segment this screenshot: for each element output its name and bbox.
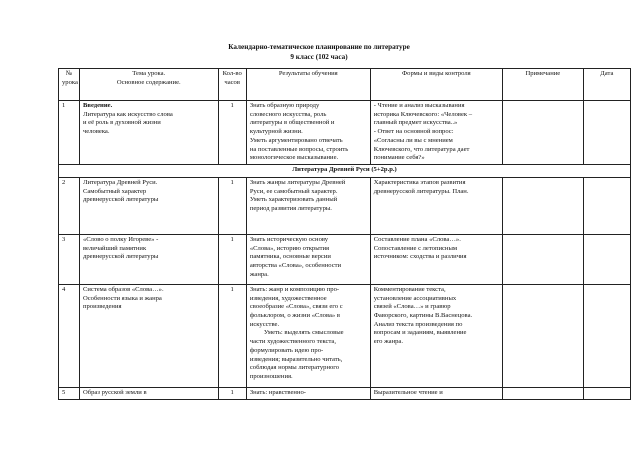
results-line: своеобразие «Слова», связи его с	[249, 303, 343, 311]
cell-note	[502, 387, 583, 399]
header-hours: Кол-во часов	[218, 69, 246, 101]
forms-line: Комментирование текста,	[373, 285, 446, 293]
results-line: Уметь аргументировано отвечать	[249, 136, 343, 144]
results-line: словесного искусства, роль	[249, 110, 327, 118]
cell-results	[246, 387, 370, 399]
cell-results	[246, 234, 370, 284]
table-header-row	[59, 69, 631, 101]
cell-results	[246, 284, 370, 387]
cell-date	[583, 177, 630, 234]
topic-line: человека.	[82, 128, 110, 136]
forms-line: Выразительное чтение и	[373, 388, 443, 396]
topic-line: Литература как искусство слова	[82, 110, 173, 118]
forms-line: Сопоставление с летописным	[373, 244, 458, 252]
topic-line: Самобытный характер	[82, 187, 147, 195]
header-results: Результаты обучения	[246, 69, 370, 101]
forms-line: - Чтение и анализ высказывания	[373, 102, 465, 109]
cell-lesson-number: 5	[59, 387, 80, 399]
forms-line: установление ассоциативных	[373, 294, 457, 302]
cell-lesson-number: 3	[59, 234, 80, 284]
forms-line: вопросам и заданиям, выявление	[373, 329, 467, 337]
forms-line: историка Ключевского: «Человек –	[373, 110, 473, 118]
cell-lesson-number: 2	[59, 177, 80, 234]
results-line: Уметь характеризовать данный	[249, 196, 338, 204]
document-title: Календарно-тематическое планирование по литературе	[228, 43, 410, 51]
cell-note	[502, 234, 583, 284]
cell-date	[583, 234, 630, 284]
cell-hours: 1	[218, 234, 246, 284]
results-line: памятника, основные версии	[249, 253, 331, 261]
results-line: Знать: нравственно-	[249, 388, 306, 396]
cell-hours: 1	[218, 101, 246, 165]
results-line: соблюдая нормы литературного	[249, 364, 340, 372]
header-forms: Формы и виды контроля	[370, 69, 502, 101]
forms-line: связей «Слова…» и гравюр	[373, 303, 451, 311]
results-line: Знать образную природу	[249, 102, 320, 109]
cell-note	[502, 101, 583, 165]
results-line: части художественного текста,	[249, 338, 337, 346]
cell-topic	[79, 101, 218, 165]
document-subtitle: 9 класс (102 часа)	[290, 53, 348, 61]
cell-results	[246, 177, 370, 234]
forms-line: Составление плана «Слова…».	[373, 235, 461, 243]
topic-line: древнерусской литературы	[82, 196, 159, 204]
cell-topic	[79, 234, 218, 284]
forms-line: - Ответ на основной вопрос:	[373, 128, 454, 136]
results-line: искусстве.	[249, 320, 280, 328]
forms-line: источником: сходства и различия	[373, 253, 467, 261]
results-line: формулировать идею про-	[249, 346, 324, 354]
results-line: Руси, ее самобытный характер.	[249, 187, 338, 195]
forms-line: Ключевского, что литература дает	[373, 145, 470, 153]
cell-date	[583, 387, 630, 399]
topic-line: Система образов «Слова…».	[82, 285, 164, 293]
results-line: Уметь: выделять смысловые	[263, 329, 344, 337]
header-topic-content: Основное содержание.	[116, 78, 181, 86]
cell-lesson-number: 4	[59, 284, 80, 387]
forms-line: «Согласны ли вы с мнением	[373, 136, 453, 144]
table-row	[59, 177, 631, 234]
cell-hours: 1	[218, 284, 246, 387]
results-line: авторства «Слова», особенности	[249, 262, 342, 270]
cell-forms	[370, 284, 502, 387]
topic-line: величайший памятник	[82, 244, 147, 252]
results-line: на поставленные вопросы, строить	[249, 145, 349, 153]
topic-line: Особенности языка и жанра	[82, 294, 162, 302]
forms-line: понимание себя?»	[373, 154, 425, 162]
cell-topic	[79, 284, 218, 387]
header-note: Примечание	[502, 69, 583, 101]
forms-line: его жанра.	[373, 338, 403, 346]
results-line: фольклором, о жизни «Слова» в	[249, 312, 340, 320]
topic-title: Введение.	[82, 102, 113, 109]
table-row	[59, 284, 631, 387]
topic-line: произведения	[82, 303, 122, 311]
results-line: изведения; выразительно читать,	[249, 355, 343, 363]
topic-line: Образ русской земли в	[82, 388, 147, 396]
cell-lesson-number: 1	[59, 101, 80, 165]
table-row	[59, 387, 631, 399]
topic-line: и её роль в духовной жизни	[82, 119, 161, 127]
cell-forms	[370, 177, 502, 234]
cell-topic	[79, 177, 218, 234]
cell-note	[502, 284, 583, 387]
forms-line: главный предмет искусства..»	[373, 119, 458, 127]
results-line: монологическое высказывание.	[249, 154, 339, 162]
topic-line: «Слово о полку Игореве» -	[82, 235, 159, 243]
planning-table	[58, 68, 631, 400]
results-line: Знать историческую основу	[249, 235, 329, 243]
cell-topic	[79, 387, 218, 399]
cell-date	[583, 101, 630, 165]
cell-hours: 1	[218, 177, 246, 234]
section-title: Литература Древней Руси (5+2р.р.)	[59, 164, 631, 177]
header-topic	[79, 69, 218, 101]
forms-line: древнерусской литературы. План.	[373, 187, 469, 195]
cell-forms	[370, 387, 502, 399]
forms-line: Фаворского, картины В.Васнецова.	[373, 312, 473, 320]
results-line: изведения, художественное	[249, 294, 327, 302]
results-line: Знать жанры литературы Древней	[249, 178, 346, 186]
forms-line: Анализ текста произведения по	[373, 320, 463, 328]
header-topic-title: Тема урока.	[132, 70, 166, 77]
cell-hours: 1	[218, 387, 246, 399]
topic-line: древнерусской литературы	[82, 253, 159, 261]
results-line: жанра.	[249, 270, 269, 278]
cell-note	[502, 177, 583, 234]
results-line: период развития литературы.	[249, 205, 332, 213]
results-line: Знать: жанр и композицию про-	[249, 285, 340, 293]
topic-line: Литература Древней Руси.	[82, 178, 158, 186]
forms-line: Характеристика этапов развития	[373, 178, 466, 186]
cell-results	[246, 101, 370, 165]
results-line: «Слова», историю открытия	[249, 244, 330, 252]
results-line: культурной жизни.	[249, 128, 303, 136]
table-row	[59, 234, 631, 284]
section-row	[59, 164, 631, 177]
cell-forms	[370, 101, 502, 165]
header-lesson-number: № урока	[59, 69, 80, 101]
results-line: литературы в общественной и	[249, 119, 335, 127]
table-row	[59, 101, 631, 165]
cell-date	[583, 284, 630, 387]
results-line: произношения.	[249, 372, 293, 380]
cell-forms	[370, 234, 502, 284]
header-date: Дата	[583, 69, 630, 101]
